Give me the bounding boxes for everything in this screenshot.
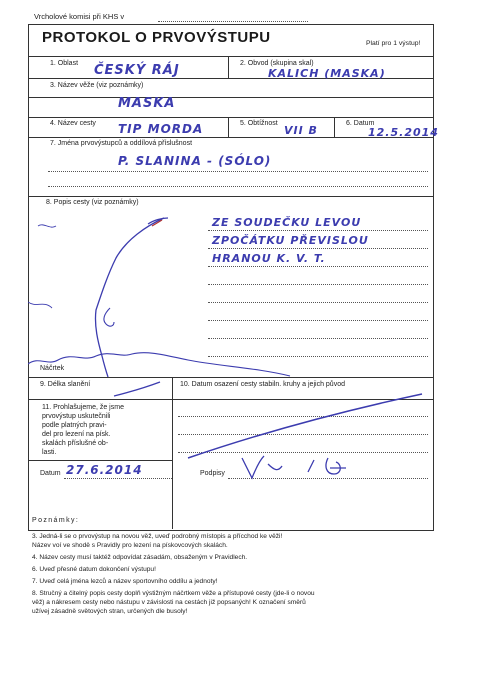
declaration-line-5: skalách příslušné ob- — [42, 440, 109, 447]
copy-note: Platí pro 1 výstup! — [366, 40, 421, 47]
note-item: 6. Uveď přesné datum dokončení výstupu! — [32, 566, 156, 573]
field-9-label: 9. Délka slanění — [40, 381, 91, 388]
field-8-label: 8. Popis cesty (viz poznámky) — [46, 199, 139, 206]
note-item: 8. Stručný a čitelný popis cesty doplň výstižným náčrtkem věže a přístupové cesty (jde-li o novou — [32, 590, 315, 597]
field-5-label: 5. Obtížnost — [240, 120, 278, 127]
field-4-value: TIP MORDA — [118, 122, 204, 136]
field-9-scribble — [108, 380, 168, 402]
form-title: PROTOKOL O PRVOVÝSTUPU — [42, 29, 271, 46]
note-item: 7. Uveď celá jména lezců a název sportovního oddílu a jednoty! — [32, 578, 218, 585]
signature — [238, 452, 358, 482]
field-1-value: ČESKÝ RÁJ — [94, 63, 180, 78]
field-2-value: KALICH (MASKA) — [268, 67, 386, 80]
committee-line: Vrcholové komisi při KHS v — [34, 12, 125, 21]
sketch-scribble — [28, 225, 56, 308]
date-label: Datum — [40, 470, 61, 477]
route-sketch — [28, 196, 434, 377]
date-value: 27.6.2014 — [66, 463, 143, 477]
note-item: Název voí ve shodě s Pravidly pro lezení na pískovcových skalách. — [32, 542, 228, 549]
field-7-line — [48, 186, 428, 187]
protocol-form — [28, 12, 439, 668]
note-item: věž) a nákresem cesty nebo nástupu v závislosti na cestách již popsaných! K označení směrů — [32, 599, 306, 606]
note-item: 4. Název cesty musí taktéž odpovídat zásadám, obsaženým v Pravidlech. — [32, 554, 248, 561]
route-desc-line-3: HRANOU K. V. T. — [212, 252, 326, 265]
field-2-label: 2. Obvod (skupina skal) — [240, 60, 314, 67]
sketch-label: Náčrtek — [40, 365, 65, 372]
note-item: užívej zásadně světových stran, určených dle busoly! — [32, 608, 188, 615]
declaration-line-3: podle platných pravi- — [42, 422, 107, 429]
field-3-label: 3. Název věže (viz poznámky) — [50, 82, 144, 89]
col-divider — [334, 117, 335, 137]
declaration-line-4: del pro lezení na písk. — [42, 431, 111, 438]
declaration-line-6: lasti. — [42, 449, 57, 456]
row-divider — [28, 377, 434, 378]
row-divider — [28, 97, 434, 98]
col-divider — [228, 56, 229, 78]
rock-ledge — [104, 308, 114, 326]
declaration-line-2: prvovýstup uskutečnili — [42, 413, 111, 420]
field-10-label: 10. Datum osazení cesty stabiln. kruhy a jejich původ — [180, 381, 345, 388]
col-divider — [172, 377, 173, 529]
field-1-label: 1. Oblast — [50, 60, 79, 67]
field-3-value: MASKA — [118, 96, 176, 111]
row-divider — [28, 460, 172, 461]
committee-dotted-line — [158, 21, 308, 22]
route-desc-line-2: ZPOČÁTKU PŘEVISLOU — [212, 234, 369, 247]
row-divider — [28, 117, 434, 118]
ground-line — [28, 353, 290, 376]
field-6-value: 12.5.2014 — [368, 126, 439, 139]
declaration-line-1: 11. Prohlašujeme, že jsme — [42, 404, 124, 411]
signatures-label: Podpisy — [200, 470, 225, 477]
col-divider — [228, 117, 229, 137]
row-divider — [28, 56, 434, 57]
notes-heading: Poznámky: — [32, 517, 80, 524]
field-7-line — [48, 171, 428, 172]
field-7-label: 7. Jména prvovýstupců a oddílová příslušnost — [50, 140, 193, 147]
field-7-value: P. SLANINA - (SÓLO) — [118, 154, 272, 168]
field-4-label: 4. Název cesty — [50, 120, 96, 127]
field-5-value: VII B — [284, 124, 318, 137]
note-item: 3. Jedná-li se o prvovýstup na novou věž, uveď podrobný místopis a přícchod ke věži! — [32, 533, 283, 540]
route-desc-line-1: ZE SOUDEČKU LEVOU — [212, 216, 362, 229]
date-line — [64, 478, 172, 479]
field-6-label: 6. Datum — [346, 120, 375, 127]
